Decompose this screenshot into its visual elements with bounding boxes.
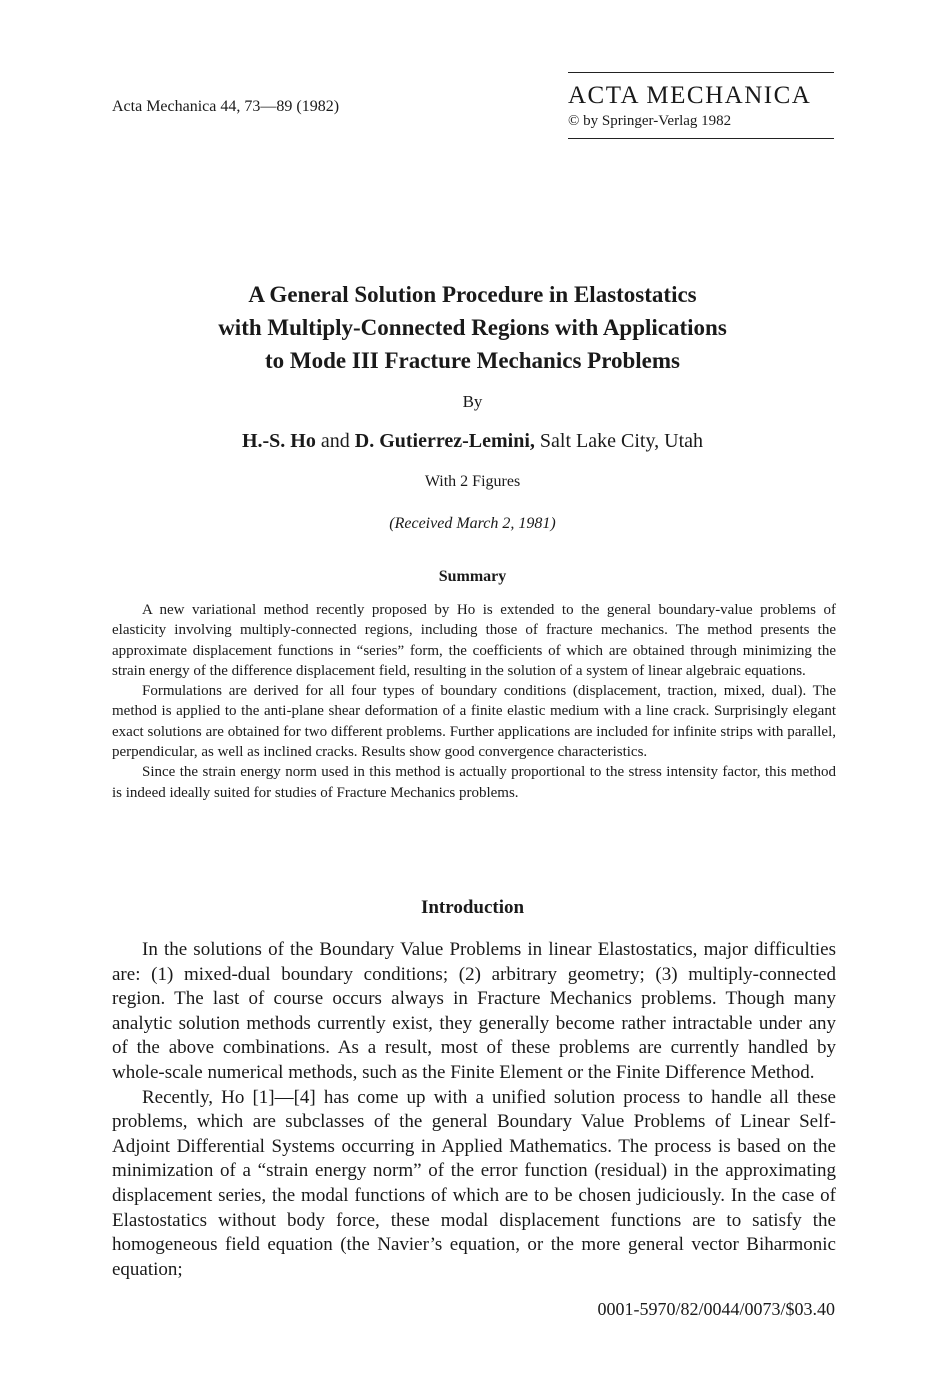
summary-paragraph: A new variational method recently proposed by Ho is extended to the general boundary-value problems of elasticity involving multiply-connected regions, including those of fracture mechanics. The method presents the approximate displacement functions in “series” form, the coefficients of which are obtained through minimizing the strain energy of the difference displacement field, resulting in the solution of a system of linear algebraic equations. [112,602,836,679]
introduction-section [112,938,836,1282]
received-date [0,515,945,533]
title-line: with Multiply-Connected Regions with Applications [218,315,727,340]
journal-masthead [568,72,834,139]
body-paragraph: In the solutions of the Boundary Value Problems in linear Elastostatics, major difficulties are: (1) mixed-dual boundary conditions; (2) arbitrary geometry; (3) multiply-connected region. The last of course occurs always in Fracture Mechanics problems. Though many analytic solution methods currently exist, they generally become rather intractable under any of the above combinations. As a result, most of these problems are currently handled by whole-scale numerical methods, such as the Finite Element or the Finite Difference Method. [112,939,836,1083]
summary-section [112,600,836,803]
author-conjunction: and [320,430,350,452]
figures-note: With 2 Figures [424,473,521,490]
document-code: 0001-5970/82/0044/0073/$03.40 [597,1299,835,1319]
journal-reference: Acta Mechanica 44, 73—89 (1982) [112,98,340,115]
author-location: Salt Lake City, Utah [539,430,704,452]
body-paragraph: Recently, Ho [1]—[4] has come up with a unified solution process to handle all these problems, which are subclasses of the general Boundary Value Problems of Linear Self-Adjoint Differential Systems occurring in Applied Mathematics. The process is based on the minimization of a “strain energy norm” of the error function (residual) in the approximating displacement series, the modal functions of which are to be chosen judiciously. In the case of Elastostatics without body force, these modal displacement functions are to satisfy the homogeneous field equation (the Navier’s equation, or the more general vector Biharmonic equation; [112,1086,836,1280]
by-line: By [462,392,483,411]
title-line: A General Solution Procedure in Elastostatics [248,282,697,307]
received-text: (Received March 2, 1981) [389,515,556,532]
title-line: to Mode III Fracture Mechanics Problems [265,348,680,373]
introduction-heading: Introduction [420,897,525,918]
author-name: D. Gutierrez-Lemini, [354,430,535,452]
masthead-copyright: © by Springer-Verlag 1982 [568,113,732,129]
summary-paragraph: Since the strain energy norm used in this method is actually proportional to the stress intensity factor, this method is indeed ideally suited for studies of Fracture Mechanics problems. [112,764,836,801]
masthead-title: ACTA MECHANICA [568,82,812,109]
article-title [0,278,945,377]
author-name: H.-S. Ho [241,430,316,452]
summary-heading: Summary [438,568,507,585]
author-line [0,430,945,453]
summary-paragraph: Formulations are derived for all four types of boundary conditions (displacement, traction, mixed, dual). The method is applied to the anti-plane shear deformation of a finite elastic medium with a line crack. Surprisingly elegant exact solutions are obtained for two different problems. Further applications are included for infinite strips with parallel, perpendicular, as well as inclined cracks. Results show good convergence characteristics. [112,683,836,761]
